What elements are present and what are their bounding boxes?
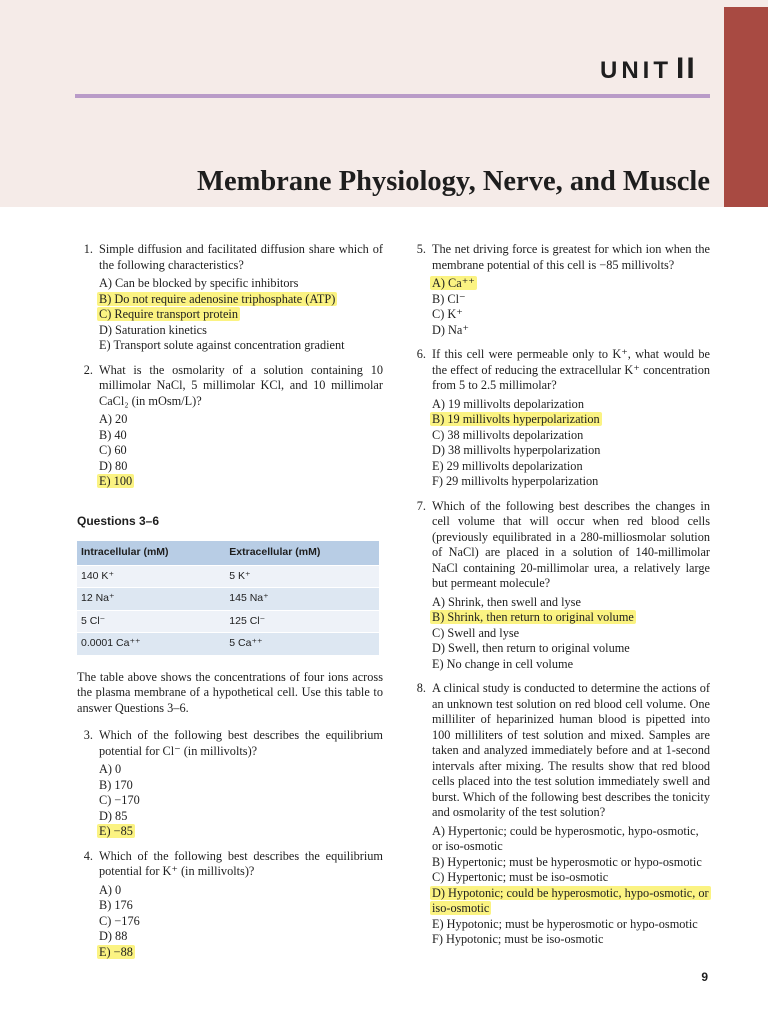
question-3 <box>77 728 383 840</box>
question-number: 1. <box>83 242 93 256</box>
question-stem: A clinical study is conducted to determine the actions of an unknown test solution on red blood cell volume. One milliliter of heparinized human blood is pipetted into 100 milliliters of test solution and mixed. Samples are taken and analyzed immediately before and at 1-second intervals after mixing. The results show that red blood cells placed into the test solution immediately swell and burst. Which of the following best describes the tonicity and osmolarity of the test solution? <box>432 681 710 819</box>
question-2 <box>77 363 383 490</box>
table-row <box>77 610 379 633</box>
option-b: B) 176 <box>99 898 133 912</box>
question-number: 4. <box>83 848 93 863</box>
option-e: E) Transport solute against concentration gradient <box>99 338 345 352</box>
table-cell: 145 Na⁺ <box>225 588 379 611</box>
option-b <box>99 292 383 308</box>
question-stem: What is the osmolarity of a solution containing 10 millimolar NaCl, 5 millimolar KCl, and 10 millimolar CaCl₂ (in mOsm/L)? <box>99 362 383 408</box>
question-number: 8. <box>416 681 426 695</box>
option-a <box>432 276 710 292</box>
highlighted-answer: A) Ca⁺⁺ <box>432 276 475 290</box>
option-a: A) 19 millivolts depolarization <box>432 396 584 411</box>
option-c: C) −176 <box>99 913 140 928</box>
option-e <box>99 824 383 840</box>
table-cell: 5 Ca⁺⁺ <box>225 633 379 656</box>
question-6 <box>410 347 710 490</box>
table-note: The table above shows the concentrations of four ions across the plasma membrane of a hypothetical cell. Use this table to answer Questions 3–6. <box>77 669 383 715</box>
option-b: B) 170 <box>99 777 133 792</box>
page-number: 9 <box>701 970 708 984</box>
table-row <box>77 588 379 611</box>
question-stem: If this cell were permeable only to K⁺, what would be the effect of reducing the extracellular K⁺ concentration from 5 to 2.5 millimolar? <box>432 347 710 392</box>
option-e: E) 29 millivolts depolarization <box>432 458 583 473</box>
page-title: Membrane Physiology, Nerve, and Muscle <box>197 166 710 197</box>
option-c: C) Hypertonic; must be iso-osmotic <box>432 870 609 884</box>
table-header: Intracellular (mM) <box>77 541 225 565</box>
option-c: C) 60 <box>99 443 127 457</box>
question-stem: The net driving force is greatest for which ion when the membrane potential of this cell is −85 millivolts? <box>432 242 710 272</box>
option-d: D) Saturation kinetics <box>99 322 207 337</box>
question-stem: Which of the following best describes the equilibrium potential for K⁺ (in millivolts)? <box>99 848 383 878</box>
option-c: C) −170 <box>99 793 140 807</box>
unit-numeral: II <box>676 52 697 85</box>
option-b: B) Cl⁻ <box>432 291 466 306</box>
highlighted-answer: B) Shrink, then return to original volume <box>432 610 634 624</box>
table-row <box>77 633 379 656</box>
option-e: E) Hypotonic; must be hyperosmotic or hypo-osmotic <box>432 916 698 931</box>
question-stem: Simple diffusion and facilitated diffusion share which of the following characteristics? <box>99 242 383 272</box>
option-c: C) K⁺ <box>432 307 463 321</box>
option-e: E) No change in cell volume <box>432 656 574 671</box>
question-7 <box>410 499 710 673</box>
option-e <box>99 474 383 490</box>
option-d: D) Na⁺ <box>432 322 469 337</box>
table-cell: 5 Cl⁻ <box>77 610 225 633</box>
left-column <box>77 242 383 969</box>
option-d <box>432 886 710 917</box>
option-b <box>432 610 710 626</box>
option-d: D) 88 <box>99 929 128 943</box>
question-number: 5. <box>416 242 426 256</box>
highlighted-answer: B) 19 millivolts hyperpolarization <box>432 412 600 426</box>
option-c: C) 38 millivolts depolarization <box>432 427 584 442</box>
option-c: C) Swell and lyse <box>432 625 520 640</box>
table-cell: 5 K⁺ <box>225 565 379 588</box>
question-number: 6. <box>416 347 426 361</box>
option-a: A) Hypertonic; could be hyperosmotic, hypo-osmotic, or iso-osmotic <box>432 823 699 853</box>
option-a: A) Can be blocked by specific inhibitors <box>99 276 299 290</box>
table-cell: 140 K⁺ <box>77 565 225 588</box>
highlighted-answer: E) 100 <box>99 474 133 488</box>
question-1 <box>77 242 383 354</box>
option-f: F) 29 millivolts hyperpolarization <box>432 474 599 488</box>
question-5 <box>410 242 710 338</box>
question-number: 7. <box>416 498 426 513</box>
option-f: F) Hypotonic; must be iso-osmotic <box>432 932 604 946</box>
table-cell: 125 Cl⁻ <box>225 610 379 633</box>
question-stem: Which of the following best describes the equilibrium potential for Cl⁻ (in millivolts)? <box>99 728 383 758</box>
highlighted-answer: B) Do not require adenosine triphosphate (ATP) <box>99 291 336 306</box>
table-cell: 12 Na⁺ <box>77 588 225 611</box>
highlighted-answer: C) Require transport protein <box>99 307 238 321</box>
right-column <box>410 242 710 957</box>
option-a: A) 0 <box>99 762 122 776</box>
table-cell: 0.0001 Ca⁺⁺ <box>77 633 225 656</box>
option-d: D) 85 <box>99 808 128 823</box>
unit-side-tab <box>724 7 768 207</box>
question-8 <box>410 681 710 948</box>
ion-concentration-table <box>77 541 379 656</box>
option-d: D) 38 millivolts hyperpolarization <box>432 443 601 457</box>
section-title: Questions 3–6 <box>77 513 160 528</box>
question-stem: Which of the following best describes the changes in cell volume that will occur when red blood cells (previously equilibrated in a 280-milliosmolar solution of NaCl) are placed in a solution of 140-millimolar NaCl containing 20-millimolar urea, a relatively large but permeant molecule? <box>432 498 710 590</box>
option-b <box>432 412 710 428</box>
unit-word: UNIT <box>600 57 672 84</box>
highlighted-answer: D) Hypotonic; could be hyperosmotic, hypo-osmotic, or iso-osmotic <box>432 885 709 915</box>
option-d: D) Swell, then return to original volume <box>432 641 630 655</box>
question-4 <box>77 849 383 961</box>
unit-label <box>600 52 697 86</box>
option-e <box>99 945 383 961</box>
option-d: D) 80 <box>99 458 128 473</box>
question-number: 2. <box>83 362 93 377</box>
table-row <box>77 565 379 588</box>
option-a: A) Shrink, then swell and lyse <box>432 594 581 609</box>
option-a: A) 20 <box>99 412 128 426</box>
unit-rule <box>75 94 710 98</box>
option-c <box>99 307 383 323</box>
question-number: 3. <box>83 728 93 742</box>
highlighted-answer: E) −88 <box>99 944 133 959</box>
option-a: A) 0 <box>99 882 122 897</box>
table-header: Extracellular (mM) <box>225 541 379 565</box>
highlighted-answer: E) −85 <box>99 824 133 838</box>
option-b: B) 40 <box>99 427 127 442</box>
option-b: B) Hypertonic; must be hyperosmotic or hypo-osmotic <box>432 854 702 869</box>
